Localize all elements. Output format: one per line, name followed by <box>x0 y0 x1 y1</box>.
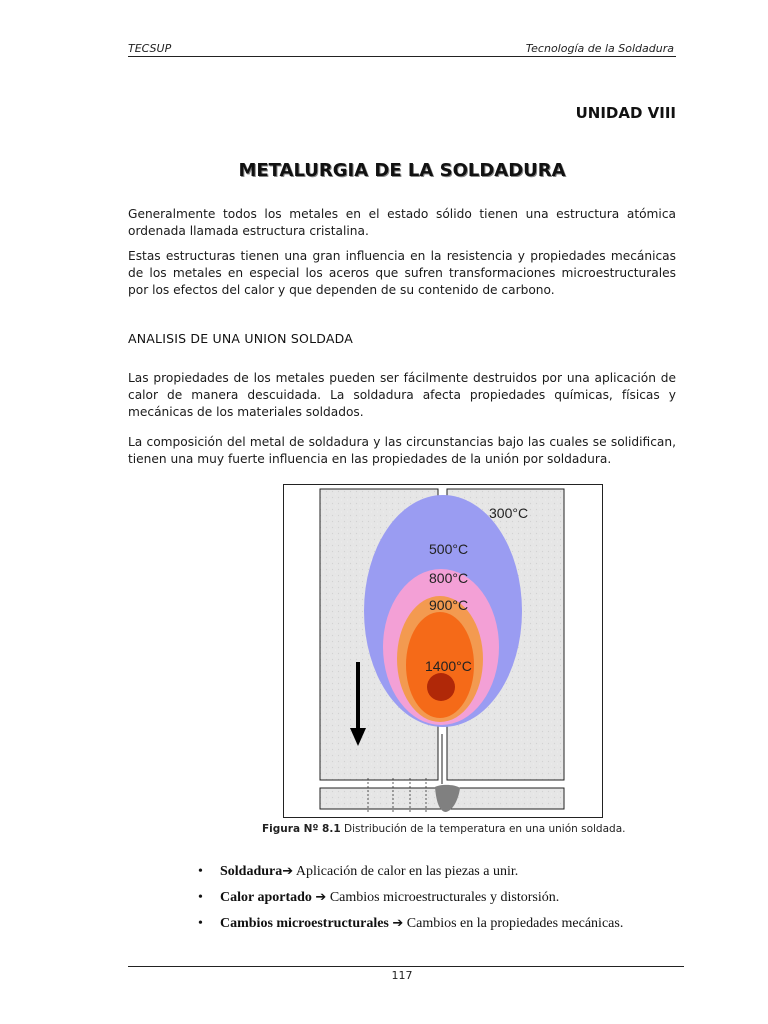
figure-caption <box>262 823 625 835</box>
list-item <box>196 888 696 914</box>
bullet-text: Aplicación de calor en las piezas a unir. <box>293 864 519 879</box>
paragraph-1: Generalmente todos los metales en el estado sólido tienen una estructura atómica ordenada llamada estructura cristalina. <box>128 207 676 238</box>
label-500c: 500°C <box>429 541 469 557</box>
figure-caption-text: Distribución de la temperatura en una unión soldada. <box>344 823 626 835</box>
arrow-icon: ➔ <box>392 916 404 931</box>
arrow-icon: ➔ <box>315 890 327 905</box>
paragraph-4: La composición del metal de soldadura y las circunstancias bajo las cuales se solidifican, tienen una muy fuerte influencia en las propiedades de la unión por soldadura. <box>128 435 676 466</box>
bullet-text: Cambios en la propiedades mecánicas. <box>403 916 624 931</box>
header-left: TECSUP <box>128 42 172 55</box>
label-300c: 300°C <box>489 505 529 521</box>
page-number: 117 <box>391 969 413 982</box>
bullet-term: Cambios microestructurales <box>220 916 393 931</box>
header-right: Tecnología de la Soldadura <box>525 42 674 55</box>
bullet-term: Soldadura <box>220 864 283 879</box>
bullet-list <box>196 862 696 940</box>
label-800c: 800°C <box>429 570 469 586</box>
label-1400c: 1400°C <box>425 658 472 674</box>
section-title: ANALISIS DE UNA UNION SOLDADA <box>128 331 353 346</box>
arrow-icon: ➔ <box>282 864 294 879</box>
list-item <box>196 862 696 888</box>
bullet-text: Cambios microestructurales y distorsión. <box>326 890 560 905</box>
paragraph-3: Las propiedades de los metales pueden ser fácilmente destruidos por una aplicación de calor de manera descuidada. La soldadura afecta propiedades químicas, físicas y mecánicas de los materiales soldados. <box>128 371 676 419</box>
paragraph-2: Estas estructuras tienen una gran influencia en la resistencia y propiedades mecánicas de los metales en especial los aceros que sufren transformaciones microestructurales por los efectos del calor y que dependen de su contenido de carbono. <box>128 249 676 297</box>
bullet-glyph: • <box>198 916 203 931</box>
unit-label: UNIDAD VIII <box>575 104 676 122</box>
bullet-glyph: • <box>198 864 203 879</box>
figure-frame <box>283 484 603 818</box>
bullet-glyph: • <box>198 890 203 905</box>
list-item <box>196 914 696 940</box>
header-rule <box>128 56 676 57</box>
page-title: METALURGIA DE LA SOLDADURA <box>238 160 566 181</box>
label-900c: 900°C <box>429 597 469 613</box>
figure-caption-label: Figura Nº 8.1 <box>262 823 341 835</box>
weld-pool-core <box>427 673 455 701</box>
bullet-term: Calor aportado <box>220 890 316 905</box>
weld-temperature-diagram <box>283 484 603 818</box>
footer-rule <box>128 966 684 967</box>
